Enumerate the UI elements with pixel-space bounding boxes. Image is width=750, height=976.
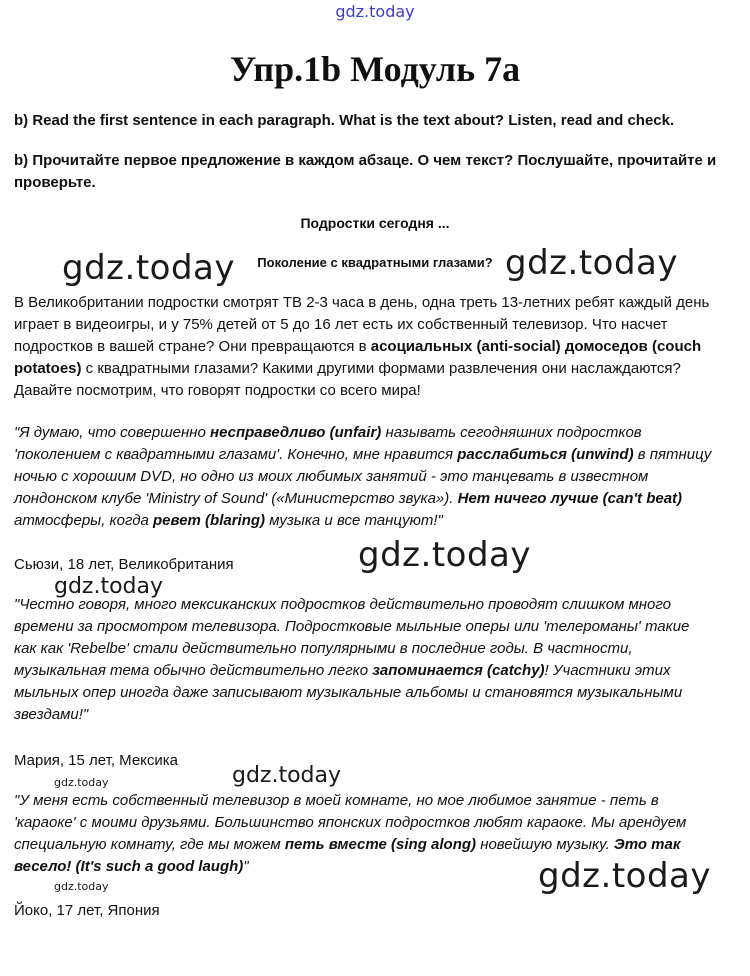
task-russian-line-1: b) Прочитайте первое предложение в каждом абзаце. О чем текст? Послушайте, прочитайте и xyxy=(14,152,717,169)
quote3-line-3: специальную комнату, где мы можем петь вместе (sing along) новейшую музыку. Это так xyxy=(14,836,681,853)
quote1-line-5: атмосферы, когда ревет (blaring) музыка и все танцуют!" xyxy=(14,512,443,529)
vocab-good-laugh-start: Это так xyxy=(613,836,681,853)
quote2-author: Мария, 15 лет, Мексика xyxy=(14,752,179,769)
quote3-line-1: "У меня есть собственный телевизор в моей комнате, но мое любимое занятие - петь в xyxy=(14,792,659,809)
vocab-anti-social: асоциальных (anti-social) домоседов (couch xyxy=(370,338,702,355)
article-subheading: Поколение с квадратными глазами? xyxy=(257,255,493,270)
vocab-unwind: расслабиться (unwind) xyxy=(457,446,634,463)
quote1-author: Сьюзи, 18 лет, Великобритания xyxy=(14,556,234,573)
vocab-sing-along: петь вместе (sing along) xyxy=(284,836,477,853)
article-heading: Подростки сегодня ... xyxy=(300,215,450,231)
intro-line-3: подростков в вашей стране? Они превращаются в асоциальных (anti-social) домоседов (couch xyxy=(14,338,702,355)
quote2-line-3: как как 'Rebelbe' стали действительно популярными в последние годы. В частности, xyxy=(14,640,633,657)
intro-line-2: играет в видеоигры, и у 75% детей от 5 до 16 лет есть их собственный телевизор. Что насчет xyxy=(14,316,668,333)
vocab-catchy: запоминается (catchy) xyxy=(372,662,545,679)
watermark: gdz.today xyxy=(54,574,164,599)
quote2-line-4: музыкальная тема обычно действительно легко запоминается (catchy)! Участники этих xyxy=(14,662,671,679)
vocab-couch-potatoes: potatoes) xyxy=(14,360,82,377)
watermark: gdz.today xyxy=(538,856,711,896)
task-english: b) Read the first sentence in each paragraph. What is the text about? Listen, read and check. xyxy=(14,112,675,129)
quote1-line-2: 'поколением с квадратными глазами'. Конечно, мне нравится расслабиться (unwind) в пятницу xyxy=(14,446,712,463)
vocab-unfair: несправедливо (unfair) xyxy=(210,424,382,441)
quote1-line-1: "Я думаю, что совершенно несправедливо (unfair) называть сегодняшних подростков xyxy=(14,424,642,441)
watermark-top: gdz.today xyxy=(335,2,415,21)
intro-line-5: Давайте посмотрим, что говорят подростки со всего мира! xyxy=(14,382,421,399)
watermark: gdz.today xyxy=(54,880,109,893)
watermark: gdz.today xyxy=(62,248,235,288)
intro-line-4: potatoes) с квадратными глазами? Какими другими формами развлечения они наслаждаются? xyxy=(14,360,681,377)
quote3-author: Йоко, 17 лет, Япония xyxy=(14,902,160,919)
watermark: gdz.today xyxy=(54,776,109,789)
quote1-line-4: лондонском клубе 'Ministry of Sound' («Министерство звука»). Нет ничего лучше (can't beat) xyxy=(14,490,683,507)
vocab-blaring: ревет (blaring) xyxy=(153,512,266,529)
quote2-line-2: времени за просмотром телевизора. Подростковые мыльные оперы или 'телероманы' такие xyxy=(14,618,690,635)
intro-line-1: В Великобритании подростки смотрят ТВ 2-3 часа в день, одна треть 13-летних ребят каждый день xyxy=(14,294,710,311)
quote1-line-3: ночью с хорошим DVD, но одно из моих любимых занятий - это танцевать в известном xyxy=(14,468,649,485)
quote2-line-6: звездами!" xyxy=(14,706,89,723)
vocab-cant-beat: Нет ничего лучше (can't beat) xyxy=(457,490,683,507)
page-title: Упр.1b Модуль 7а xyxy=(229,49,521,89)
quote2-line-1: "Честно говоря, много мексиканских подростков действительно проводят слишком много xyxy=(14,596,671,613)
quote3-line-4: весело! (It's such a good laugh)" xyxy=(14,858,249,875)
quote2-line-5: мыльных опер иногда даже записывают музыкальные альбомы и становятся музыкальными xyxy=(14,684,683,701)
task-russian-line-2: проверьте. xyxy=(14,174,96,191)
watermark: gdz.today xyxy=(358,535,531,575)
watermark: gdz.today xyxy=(232,763,342,788)
quote3-line-2: 'караоке' с моими друзьями. Большинство японских подростков любят караоке. Мы арендуем xyxy=(14,814,687,831)
watermark: gdz.today xyxy=(505,243,678,283)
vocab-good-laugh: весело! (It's such a good laugh) xyxy=(14,858,244,875)
